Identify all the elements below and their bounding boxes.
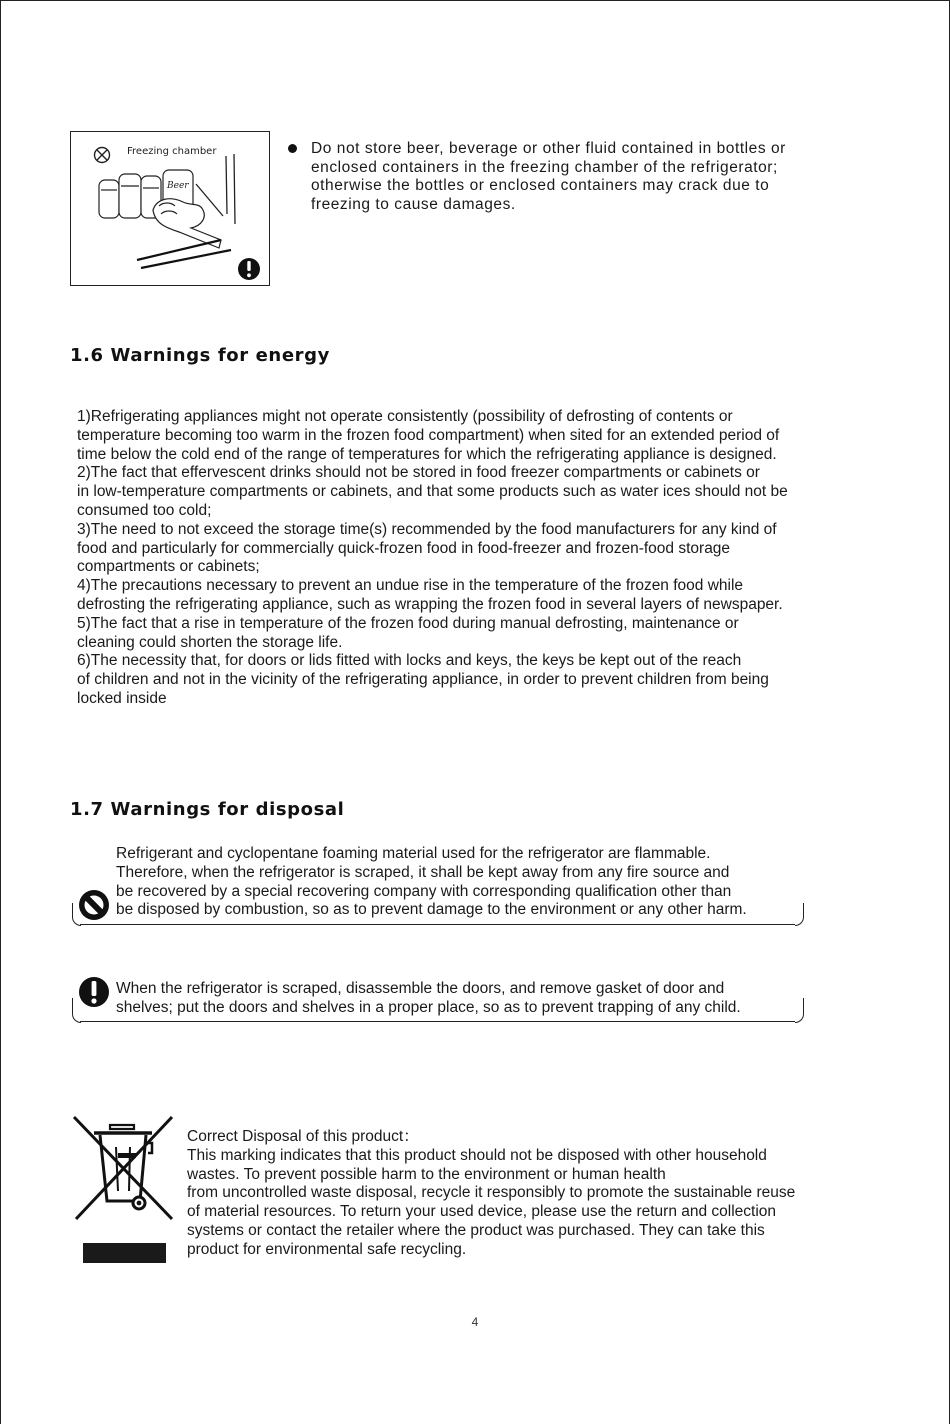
crossed-out-wheelie-bin-icon [72,1113,178,1225]
warning-exclamation-icon [238,258,260,280]
beer-storage-warning-text: Do not store beer, beverage or other fluid contained in bottles or enclosed containers in the freezing chamber of the refrigerator; otherwise the bottles or enclosed containers may crack due to freezing to cause damages. [311,140,786,214]
section-heading-disposal: 1.7 Warnings for disposal [70,799,345,820]
energy-warnings-list: 1)Refrigerating appliances might not operate consistently (possibility of defrosting of contents or temperature becoming too warm in the frozen food compartment) when sited for an extended period of time below the cold end of the range of temperatures for which the refrigerating appliance is designed. 2)The fact that effervescent drinks should not be stored in food freezer compartments or cabinets or in low-temperature compartments or cabinets, and that some products such as water ices should not be consumed too cold; 3)The need to not exceed the storage time(s) recommended by the food manufacturers for any kind of food and particularly for commercially quick-frozen food in food-freezer and frozen-food storage compartments or cabinets; 4)The precautions necessary to prevent an undue rise in the temperature of the frozen food while defrosting the refrigerating appliance, such as wrapping the frozen food in several layers of newspaper. 5)The fact that a rise in temperature of the frozen food during manual defrosting, maintenance or cleaning could shorten the storage life. 6)The necessity that, for doors or lids fitted with locks and keys, the keys be kept out of the reach of children and not in the vicinity of the refrigerating appliance, in order to prevent children from being locked inside [77,408,788,707]
notice-underline [80,924,795,925]
figure-caption: Freezing chamber [127,146,217,157]
hand-holding-can [153,199,221,248]
weee-black-bar [83,1243,166,1263]
correct-disposal-text: Correct Disposal of this product： This marking indicates that this product should not be disposed with other household wastes. To prevent possible harm to the environment or human health from uncontrolled waste disposal, recycle it responsibly to promote the sustainable reuse of material resources. To return your used device, please use the return and collection systems or contact the retailer where the product was purchased. They can take this product for environmental safe recycling. [187,1128,796,1258]
no-fire-prohibited-icon [78,889,110,921]
flammable-notice [72,845,807,927]
child-trapping-notice-text: When the refrigerator is scraped, disassemble the doors, and remove gasket of door and shelves; put the doors and shelves in a proper place, so as to prevent trapping of any child. [116,980,741,1016]
child-trapping-notice [72,976,807,1026]
notice-bracket-right [795,903,804,926]
flammable-notice-text: Refrigerant and cyclopentane foaming material used for the refrigerator are flammable. Therefore, when the refrigerator is scraped, it shall be kept away from any fire source and be recovered by a special recovering company with corresponding qualification other than be disposed by combustion, so as to prevent damage to the environment or any other harm. [116,845,747,919]
bullet-point [288,144,297,153]
can-label: Beer [167,181,189,191]
freezing-chamber-illustration [70,131,270,286]
notice-underline [80,1021,795,1022]
section-heading-energy: 1.6 Warnings for energy [70,345,330,366]
page-number: 4 [471,1315,479,1329]
prohibited-icon [95,148,110,163]
notice-bracket-right [795,998,804,1023]
warning-exclamation-icon [78,976,110,1008]
